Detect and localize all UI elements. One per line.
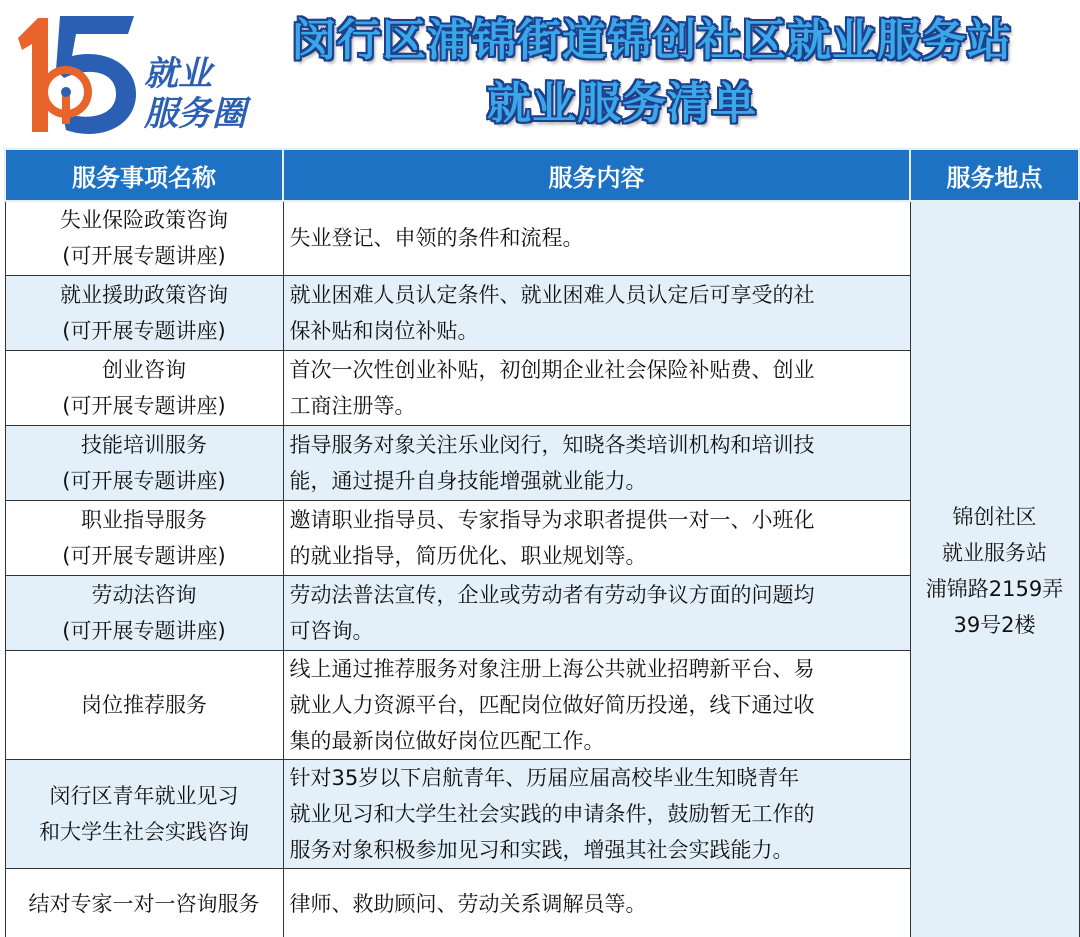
service-content-line: 保补贴和岗位补贴。 — [289, 318, 479, 343]
service-content-line: 线上通过推荐服务对象注册上海公共就业招聘新平台、易 — [289, 656, 815, 681]
header-service-location: 服务地点 — [910, 149, 1079, 201]
service-name-cell — [5, 759, 283, 868]
service-name-cell — [5, 275, 283, 350]
service-content-line: 的就业指导，简历优化、职业规划等。 — [289, 543, 647, 568]
service-name-cell — [5, 650, 283, 759]
service-content-line: 劳动法普法宣传，企业或劳动者有劳动争议方面的问题均 — [289, 582, 815, 607]
table-row — [5, 201, 1079, 275]
service-content-cell — [283, 275, 910, 350]
service-name-line: (可开展专题讲座) — [62, 618, 226, 643]
title-line1: 闵行区浦锦街道锦创社区就业服务站 — [292, 15, 1012, 66]
service-content-line: 指导服务对象关注乐业闵行，知晓各类培训机构和培训技 — [289, 432, 815, 457]
service-content-line: 就业人力资源平台，匹配岗位做好简历投递，线下通过收 — [289, 692, 815, 717]
service-name-cell — [5, 868, 283, 937]
service-content-line: 失业登记、申领的条件和流程。 — [289, 226, 584, 251]
service-name-line: 岗位推荐服务 — [81, 692, 207, 717]
service-name-line: (可开展专题讲座) — [62, 393, 226, 418]
service-content-cell — [283, 650, 910, 759]
service-list-table — [4, 148, 1080, 937]
service-content-line: 首次一次性创业补贴，初创期企业社会保险补贴费、创业 — [289, 357, 815, 382]
location-line: 锦创社区 — [952, 504, 1037, 529]
service-content-cell — [283, 201, 910, 275]
service-content-line: 律师、救助顾问、劳动关系调解员等。 — [289, 892, 647, 916]
service-content-line: 集的最新岗位做好岗位匹配工作。 — [289, 728, 605, 753]
service-content-line: 就业困难人员认定条件、就业困难人员认定后可享受的社 — [289, 282, 815, 307]
service-content-line: 服务对象积极参加见习和实践，增强其社会实践能力。 — [289, 837, 794, 862]
service-name-line: 职业指导服务 — [81, 507, 207, 532]
location-line: 39号2楼 — [953, 612, 1036, 637]
service-name-cell — [5, 575, 283, 650]
service-name-line: 就业援助政策咨询 — [60, 282, 228, 307]
service-name-line: (可开展专题讲座) — [62, 318, 226, 343]
service-content-cell — [283, 868, 910, 937]
logo-text-line1: 就业 — [144, 54, 212, 94]
service-content-line: 就业见习和大学生社会实践的申请条件，鼓励暂无工作的 — [289, 801, 815, 826]
service-name-line: (可开展专题讲座) — [62, 244, 226, 269]
service-name-line: 闵行区青年就业见习 — [49, 783, 239, 808]
service-content-line: 邀请职业指导员、专家指导为求职者提供一对一、小班化 — [289, 507, 815, 532]
logo-text — [144, 54, 246, 134]
service-content-cell — [283, 759, 910, 868]
header-service-name: 服务事项名称 — [5, 149, 283, 201]
service-name-line: 失业保险政策咨询 — [60, 208, 228, 233]
logo-text-line2: 服务圈 — [144, 94, 246, 134]
title-line2: 就业服务清单 — [487, 78, 757, 129]
service-content-cell — [283, 350, 910, 425]
page-title — [232, 10, 1072, 134]
page-header — [0, 0, 1080, 146]
service-name-line: 劳动法咨询 — [91, 582, 197, 607]
service-name-line: 和大学生社会实践咨询 — [39, 819, 249, 844]
service-content-cell — [283, 425, 910, 500]
service-name-cell — [5, 425, 283, 500]
service-name-cell — [5, 500, 283, 575]
service-name-line: 技能培训服务 — [81, 432, 207, 457]
service-content-line: 能，通过提升自身技能增强就业能力。 — [289, 468, 647, 493]
location-line: 浦锦路2159弄 — [925, 576, 1064, 601]
service-content-line: 可咨询。 — [289, 618, 374, 643]
logo — [4, 4, 266, 140]
table-header-row — [5, 149, 1079, 201]
service-name-cell — [5, 201, 283, 275]
service-content-cell — [283, 575, 910, 650]
service-name-cell — [5, 350, 283, 425]
service-name-line: 创业咨询 — [102, 357, 186, 382]
header-service-content: 服务内容 — [283, 149, 910, 201]
service-name-line: (可开展专题讲座) — [62, 543, 226, 568]
service-name-line: 结对专家一对一咨询服务 — [28, 892, 260, 916]
service-content-cell — [283, 500, 910, 575]
service-name-line: (可开展专题讲座) — [62, 468, 226, 493]
location-line: 就业服务站 — [942, 540, 1047, 565]
service-location-cell — [910, 201, 1079, 937]
service-content-line: 针对35岁以下启航青年、历届应届高校毕业生知晓青年 — [289, 765, 800, 790]
service-content-line: 工商注册等。 — [289, 393, 416, 418]
